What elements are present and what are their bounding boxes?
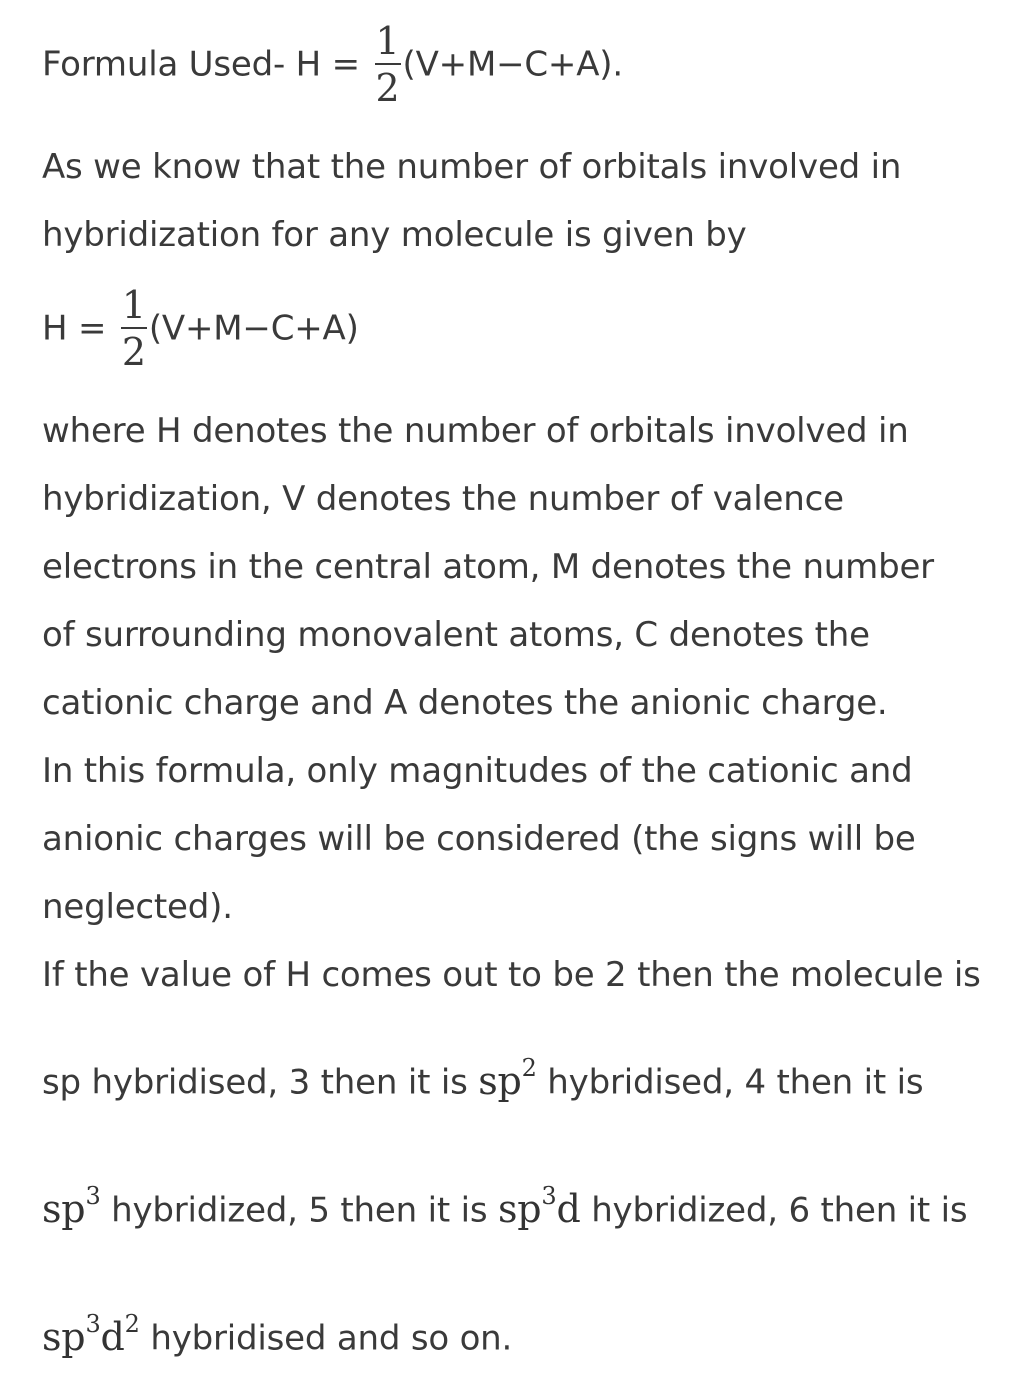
math-superscript: 3 xyxy=(85,1310,101,1338)
rules-line-4 xyxy=(42,1308,512,1359)
sp2-notation xyxy=(478,1054,537,1103)
equation-suffix: (V+M−C+A) xyxy=(148,308,359,349)
fraction-bar xyxy=(375,63,401,65)
rules-line-2-text-a: sp hybridised, 3 then it is xyxy=(42,1062,479,1103)
math-superscript: 2 xyxy=(124,1310,140,1338)
equation-fraction xyxy=(121,283,147,374)
equation-line xyxy=(42,283,359,374)
rules-line-3-text-a: hybridized, 5 then it is xyxy=(100,1190,498,1231)
intro-line-1: As we know that the number of orbitals involved in xyxy=(42,147,902,187)
math-base: sp xyxy=(42,1186,86,1231)
magnitudes-line-1: In this formula, only magnitudes of the cationic and xyxy=(42,751,913,791)
fraction-numerator: 1 xyxy=(121,283,146,327)
math-base: sp xyxy=(42,1314,86,1359)
math-tail: d xyxy=(556,1186,581,1231)
rules-line-1: If the value of H comes out to be 2 then the molecule is xyxy=(42,955,981,995)
formula-used-prefix: Formula Used- H = xyxy=(42,44,360,85)
equation-prefix: H = xyxy=(42,308,107,349)
math-mid: d xyxy=(100,1314,125,1359)
intro-line-2: hybridization for any molecule is given by xyxy=(42,215,747,255)
math-base: sp xyxy=(497,1186,542,1231)
magnitudes-line-3: neglected). xyxy=(42,887,233,927)
math-superscript: 2 xyxy=(521,1054,537,1082)
math-superscript: 3 xyxy=(541,1182,557,1210)
rules-line-2 xyxy=(42,1052,923,1103)
rules-line-3 xyxy=(42,1180,967,1231)
rules-line-4-text-a: hybridised and so on. xyxy=(139,1318,513,1359)
magnitudes-line-2: anionic charges will be considered (the signs will be xyxy=(42,819,916,859)
formula-used-suffix: (V+M−C+A). xyxy=(402,44,623,85)
sp3d-notation xyxy=(497,1182,581,1231)
fraction-denominator: 2 xyxy=(121,330,146,374)
sp3-notation xyxy=(42,1182,101,1231)
definitions-line-5: cationic charge and A denotes the anionic charge. xyxy=(42,683,888,723)
formula-used-line xyxy=(42,19,623,110)
math-superscript: 3 xyxy=(85,1182,101,1210)
definitions-line-4: of surrounding monovalent atoms, C denotes the xyxy=(42,615,870,655)
definitions-line-3: electrons in the central atom, M denotes the number xyxy=(42,547,934,587)
sp3d2-notation xyxy=(42,1310,140,1359)
fraction-bar xyxy=(121,327,147,329)
definitions-line-2: hybridization, V denotes the number of valence xyxy=(42,479,844,519)
rules-line-3-text-b: hybridized, 6 then it is xyxy=(580,1190,968,1231)
math-base: sp xyxy=(478,1058,522,1103)
fraction-denominator: 2 xyxy=(375,66,400,110)
rules-line-2-text-b: hybridised, 4 then it is xyxy=(536,1062,924,1103)
fraction-numerator: 1 xyxy=(375,19,400,63)
definitions-line-1: where H denotes the number of orbitals involved in xyxy=(42,411,909,451)
formula-used-fraction xyxy=(375,19,401,110)
